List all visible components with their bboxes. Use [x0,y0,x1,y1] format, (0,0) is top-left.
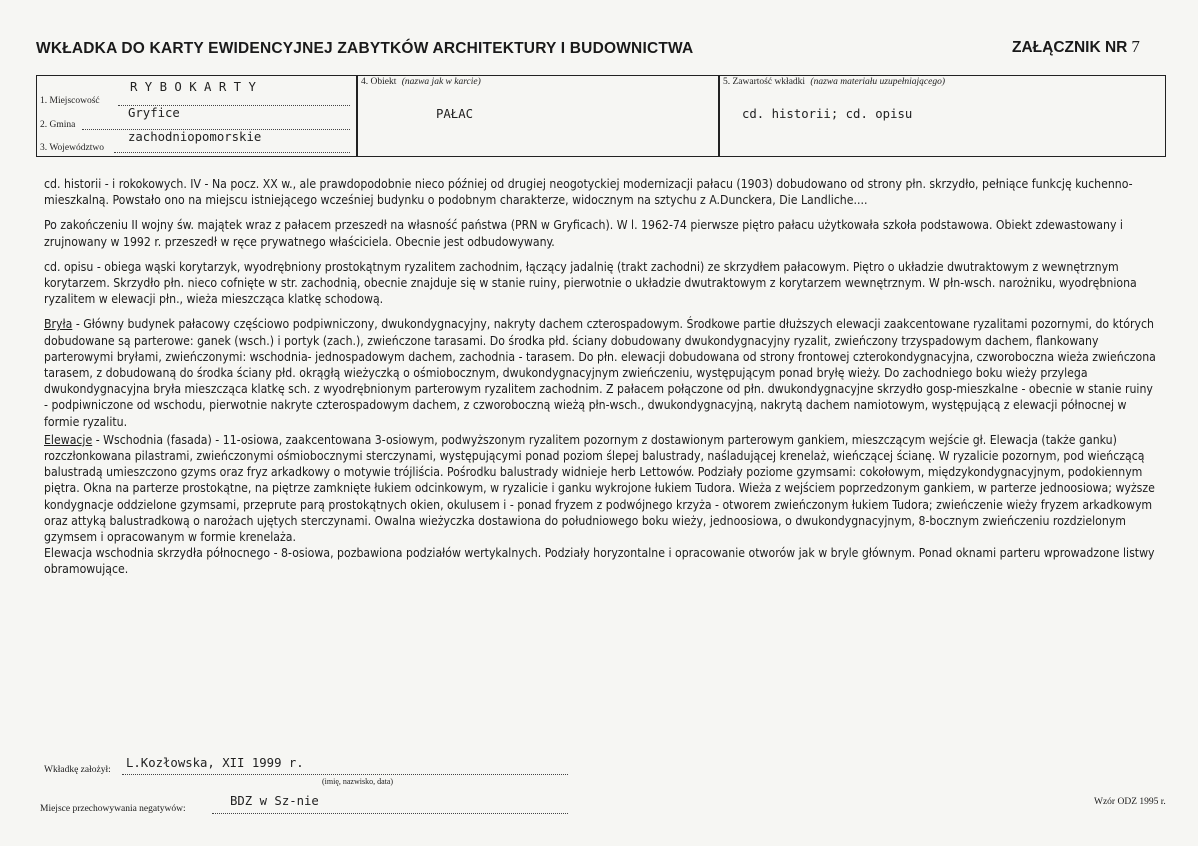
label-author: Wkładkę założył: [44,765,111,775]
body-text [44,176,1156,587]
paragraph-massing: Bryła - Główny budynek pałacowy częściowo podpiwniczony, dwukondygnacyjny, nakryty dachem czterospadowym. Środkowe partie dłuższych elewacji zaakcentowane ryzalitami pozornymi, do których dobudowane są parterowe: ganek (wsch.) i portyk (zach.), zwieńczone tarasami. Do środka płd. ściany dobudowany dwukondygnacyjny ryzalit, zwieńczony trzyspadowym dachem, flankowany parterowymi bryłami, zwieńczonymi: wschodnia- jednospadowym dachem, zachodnia - tarasem. Do płn. elewacji dobudowana od strony frontowej czterokondygnacyjna, czworoboczna wieża zwieńczona tarasem, z dobudowaną do środka ściany płd. okrągłą wieżyczką o ośmiobocznym, dwukondygnacyjnym zwieńczeniu, występującym ponad bryłę wieży. Do zachodniego boku wieży przylega dwukondygnacyjna bryła mieszcząca klatkę sch. z wyodrębnionym parterowym ryzalitem zachodnim. Z pałacem połączone od płn. dwukondygnacyjne skrzydło gosp-mieszkalne - obecnie w stanie ruiny - podpiwniczone od wschodu, pierwotnie nakryte czterospadowym dachem, z czworoboczną wieżą płn-wsch., dwukondygnacyjną, nakrytą dachem namiotowym, występującą z elewacji północnej w formie ryzalitu. [44,317,1156,429]
storage-value: BDZ w Sz-nie [230,794,319,808]
label-commune: 2. Gmina [40,120,76,130]
author-note: (imię, nazwisko, data) [322,777,394,786]
commune-value: Gryfice [128,106,180,120]
paragraph-elevations: Elewacje - Wschodnia (fasada) - 11-osiowa, zaakcentowana 3-osiowym, podwyższonym ryzalitem pozornym z dostawionym parterowym gankiem, mieszczącym wejście gł. Elewacja (także ganku) rozczłonkowana pilastrami, zwieńczonymi ośmiobocznymi sterczynami, występującymi ponad poziom ślepej balustrady, naśladującej krenelaż, wieńczącej ścianę. W ryzalicie pozornym, pod wieńczącą balustradą umieszczono gzyms oraz fryz arkadkowy o motywie trójliścia. Pośrodku balustrady widnieje herb Lettowów. Podziały poziome gzymsami: cokołowym, międzykondygnacyjnym, podokiennym piętra. Okna na parterze prostokątne, na piętrze zamknięte łukiem odcinkowym, w ryzalicie i ganku wykrojone łukiem Tudora. Wieża z wejściem poprzedzonym gankiem, w parterze jednoosiowa; wyższe kondygnacje oddzielone gzymsami, przeprute parą prostokątnych okien, okulusem i - ponad fryzem z podwójnego krzyża - otworem zwieńczonym łukiem Tudora; zwieńczenie wieży fryzem arkadkowym oraz attyką balustradkową o narożach ujętych sterczynami. Owalna wieżyczka dostawiona do południowego boku wieży, jednoosiowa, o dwukondygnacyjnym, 8-bocznym zwieńczeniu rozdzielonym gzymsem i opracowanym w formie krenelaża. [44,432,1155,545]
label-voivodeship: 3. Województwo [40,143,104,153]
voivodeship-line [114,152,350,153]
elevations-heading: Elewacje [44,432,93,447]
paragraph-postwar: Po zakończeniu II wojny św. majątek wraz z pałacem przeszedł na własność państwa (PRN w Gryficach). W l. 1962-74 pierwsze piętro pałacu użytkowała szkoła podstawowa. Obiekt zdewastowany i zrujnowany w 1992 r. przeszedł w ręce prywatnego właściciela. Obecnie jest odbudowywany. [44,218,1123,249]
label-object: 4. Obiekt (nazwa jak w karcie) [361,77,481,87]
object-value: PAŁAC [436,107,474,121]
form-title: WKŁADKA DO KARTY EWIDENCYJNEJ ZABYTKÓW ARCHITEKTURY I BUDOWNICTWA [36,40,694,57]
label-storage: Miejsce przechowywania negatywów: [40,804,186,814]
paragraph-north-wing: Elewacja wschodnia skrzydła północnego - 8-osiowa, pozbawiona podziałów wertykalnych. Podziały horyzontalne i opracowanie otworów jak w bryle głównym. Ponad oknami parteru wprowadzone listwy obramowujące. [44,546,1155,577]
label-locality: 1. Miejscowość [40,96,100,106]
voivodeship-value: zachodniopomorskie [128,130,262,144]
attachment-number [1012,37,1140,57]
box-object [356,75,720,157]
contents-value: cd. historii; cd. opisu [742,107,913,121]
storage-line [212,813,568,814]
attachment-number-value: 7 [1131,37,1140,56]
attachment-label: ZAŁĄCZNIK NR [1012,39,1128,56]
massing-heading: Bryła [44,317,73,332]
paragraph-history-cont: cd. historii - i rokokowych. IV - Na pocz. XX w., ale prawdopodobnie nieco później od drugiej neogotyckiej modernizacji pałacu (1903) dobudowano od strony płn. skrzydło, pełniące funkcję kuchenno-mieszkalną. Powstało ono na miejscu istniejącego wcześniej budynku o podobnym charakterze, widocznym na sztychu z A.Dunckera, Die Landliche.... [44,177,1133,208]
form-model: Wzór ODZ 1995 r. [1094,797,1166,807]
card-name: R Y B O K A R T Y [130,80,256,94]
author-line [122,774,568,775]
paragraph-description-cont: cd. opisu - obiega wąski korytarzyk, wyodrębniony prostokątnym ryzalitem zachodnim, łączący jadalnię (trakt zachodni) ze skrzydłem pałacowym. Piętro o układzie dwutraktowym z wewnętrznym korytarzem. Skrzydło płn. nieco cofnięte w str. zachodnią, obecnie znajduje się w stanie ruiny, pierwotnie o układzie dwutraktowym z korytarzem wewnętrznym. W płn-wsch. narożniku, wyodrębniona ryzalitem w elewacji płn., wieża mieszcząca klatkę schodową. [44,259,1137,307]
label-contents: 5. Zawartość wkładki (nazwa materiału uzupełniającego) [723,77,945,87]
author-value: L.Kozłowska, XII 1999 r. [126,756,304,770]
